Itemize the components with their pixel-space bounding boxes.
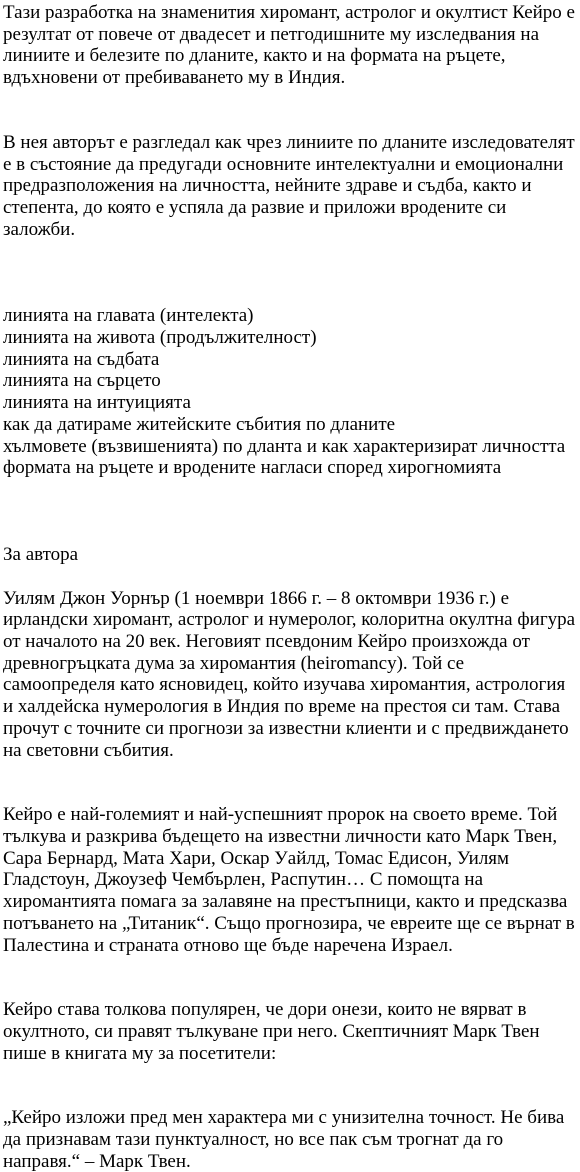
list-item: формата на ръцете и вродените нагласи според хирогномията [3,457,502,479]
list-item: хълмовете (възвишенията) по дланта и как характеризират личността [3,435,566,457]
author-bio-paragraph: Уилям Джон Уорнър (1 ноември 1866 г. – 8 октомври 1936 г.) е ирландски хиромант, астролог и нумеролог, колоритна окултна фигура от началото на 20 век. Неговият псевдоним Кейро произхожда от древногръцката дума за хиромантия (heiromancy). Той се самоопределя като ясновидец, който изучава хиромантия, астрология и халдейска нумерология в Индия по време на престоя си там. Става прочут с точните си прогнози за известни клиенти и с предвиждането на световни събития. [3,587,576,761]
popularity-paragraph: Кейро става толкова популярен, че дори онези, които не вярват в окултното, си правят тълкуване при него. Скептичният Марк Твен пише в книгата му за посетители: [3,999,540,1064]
list-item: как да датираме житейските събития по дланите [3,413,396,435]
prophet-paragraph: Кейро е най-големият и най-успешният пророк на своето време. Той тълкува и разкрива бъдещето на известни личности като Марк Твен, Сара Бернард, Мата Хари, Оскар Уайлд, Томас Едисон, Уилям Гладстоун, Джоузеф Чембърлен, Распутин… С помощта на хиромантията помага за залавяне на престъпници, както и предсказва потъването на „Титаник“. Също прогнозира, че евреите ще се върнат в Палестина и страната отново ще бъде наречена Израел. [3,804,575,956]
about-heading: За автора [3,543,79,565]
method-paragraph: В нея авторът е разгледал как чрез линиите по дланите изследователят е в състояние да предугади основните интелектуални и емоционални предразположения на личността, нейните здраве и съдба, както и степента, до която е успяла да развие и приложи вродените си заложби. [3,131,575,240]
document-body [3,2,577,1172]
list-item: линията на живота (продължителност) [3,327,317,349]
intro-paragraph: Тази разработка на знаменития хиромант, астролог и окултист Кейро е резултат от повече от двадесет и петгодишните му изследвания на линиите и белезите по дланите, както и на формата на ръцете, вдъхновени от пребиваването му в Индия. [3,2,575,89]
topics-list [3,305,577,479]
mark-twain-quote: „Кейро изложи пред мен характера ми с унизителна точност. Не бива да признавам тази пунктуалност, но все пак съм трогнат да го направя.“ – Марк Твен. [3,1107,565,1172]
list-item: линията на съдбата [3,348,160,370]
list-item: линията на главата (интелекта) [3,305,254,327]
list-item: линията на интуицията [3,392,191,414]
list-item: линията на сърцето [3,370,161,392]
